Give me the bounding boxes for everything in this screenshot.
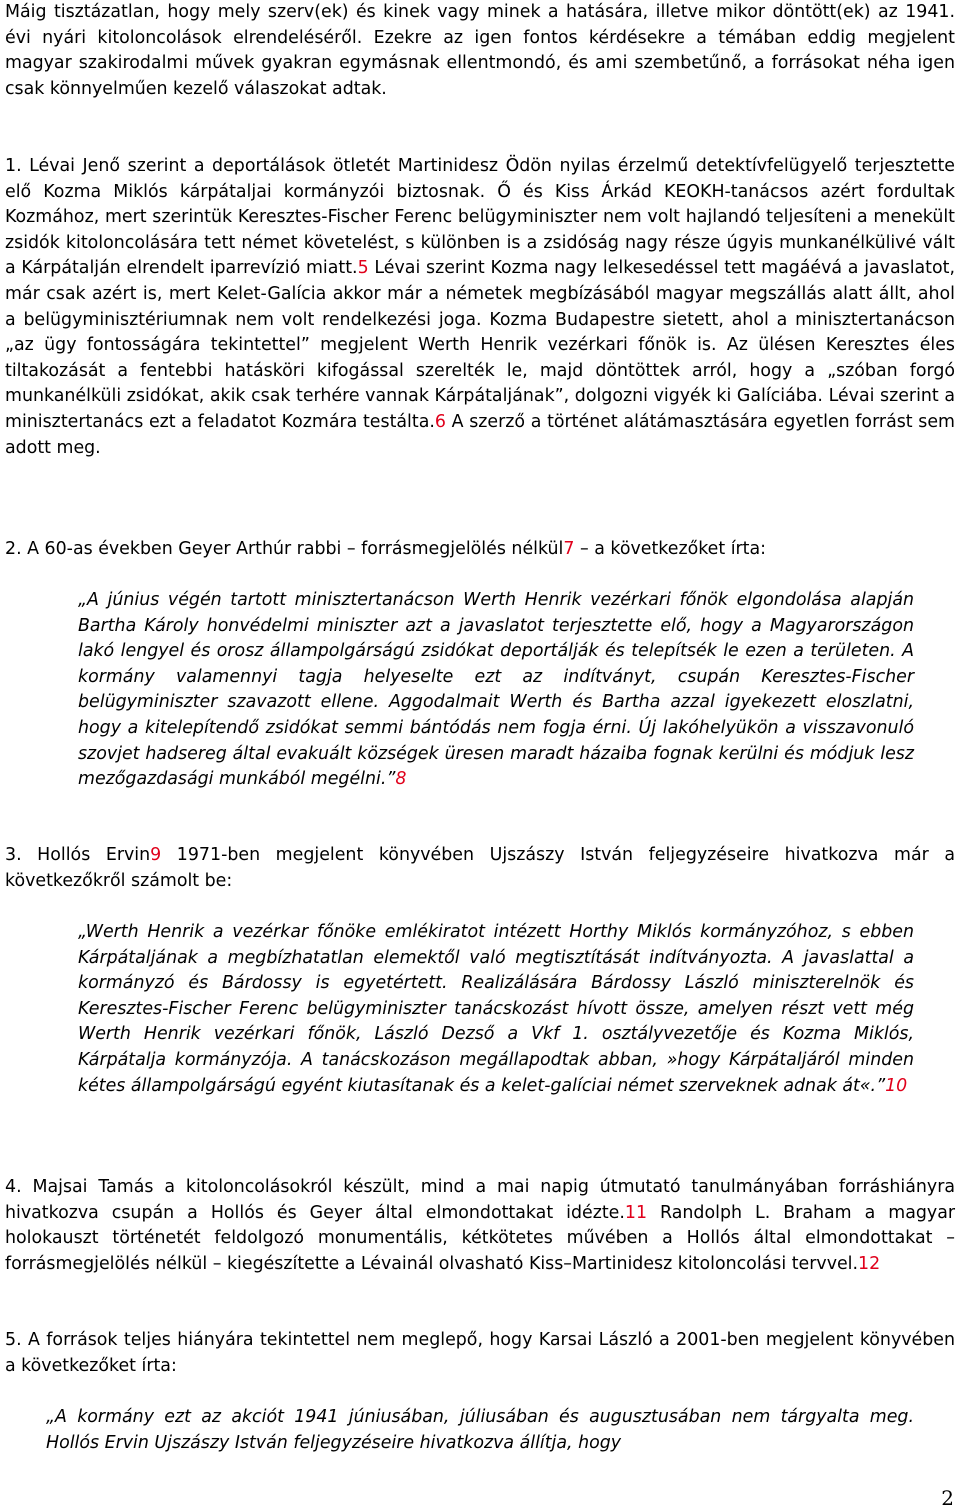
paragraph-4-majsai	[5, 1175, 955, 1277]
quote-hollos	[78, 920, 914, 1099]
paragraph-3-text-a: 3. Hollós Ervin	[5, 845, 151, 865]
footnote-ref-12[interactable]: 12	[858, 1253, 881, 1274]
footnote-ref-7[interactable]: 7	[563, 539, 575, 559]
paragraph-1-text-a: 1. Lévai Jenő szerint a deportálások ötletét Martinidesz Ödön nyilas érzelmű detektívfelügyelő terjesztette elő Kozma Miklós kárpátaljai kormányzói biztosnak. Ő és Kiss Árkád KEOKH-tanácsos azért fordultak Kozmához, mert szerintük Keresztes-Fischer Ferenc belügyminiszter nem volt hajlandó teljesíteni a menekült zsidók kitoloncolására tett német követelést, s különben is a zsidóság nagy része úgyis munkanélkülivé vált a Kárpátalján elrendelt iparrevízió miatt.	[5, 156, 955, 279]
paragraph-4-text-a: 4. Majsai Tamás a kitoloncolásokról készült, mind a mai napig útmutató tanulmányában forráshiányra hivatkozva csupán a Hollós és Geyer által elmondottakat idézte.	[5, 1177, 955, 1223]
footnote-ref-10[interactable]: 10	[885, 1075, 908, 1096]
footnote-ref-8[interactable]: 8	[395, 769, 407, 790]
quote-geyer	[78, 588, 914, 793]
paragraph-1-text-b: Lévai szerint Kozma nagy lelkesedéssel tett magáévá a javaslatot, már csak azért is, mert Kelet-Galícia akkor már a németek megbízásából magyar megszállás alatt állt, ahol a belügyminisztériumnak nem volt rendelkezési joga. Kozma Budapestre sietett, ahol a minisztertanácson „az ügy fontosságára tekintettel” megjelent Werth Henrik vezérkari főnök is. Az ülésen Keresztes éles tiltakozását a fentebbi hatásköri kifogással szerelték le, majd döntöttek arról, hogy a „szóban forgó munkanélküli zsidókat, akik csak terhére vannak Kárpátaljának”, dolgozni vigyék ki Galíciába. Lévai szerint a minisztertanács ezt a feladatot Kozmára testálta.	[5, 258, 955, 432]
intro-paragraph: Máig tisztázatlan, hogy mely szerv(ek) és kinek vagy minek a hatására, illetve mikor döntött(ek) az 1941. évi nyári kitoloncolások elrendeléséről. Ezekre az igen fontos kérdésekre a témában eddig megjelent magyar szakirodalmi művek gyakran egymásnak ellentmondó, és ami szembetűnő, a forrásokat néha igen csak könnyelműen kezelő válaszokat adtak.	[5, 2, 955, 99]
paragraph-2-geyer	[5, 537, 955, 563]
paragraph-5-karsai: 5. A források teljes hiányára tekintettel nem meglepő, hogy Karsai László a 2001-ben megjelent könyvében a következőket írta:	[5, 1330, 955, 1376]
footnote-ref-11[interactable]: 11	[624, 1202, 648, 1223]
paragraph-3-text-b: 1971-ben megjelent könyvében Ujszászy István feljegyzéseire hivatkozva már a következőkről számolt be:	[5, 845, 955, 891]
footnote-ref-5[interactable]: 5	[357, 258, 369, 279]
paragraph-1-levai	[5, 154, 955, 461]
quote-hollos-text: „Werth Henrik a vezérkar főnöke emlékiratot intézett Horthy Miklós kormányzóhoz, s ebben Kárpátaljának a megbízhatatlan elemektől való megtisztítását indítványozta. A javaslattal a kormányzó és Bárdossy is egyetértett. Realizálására Bárdossy László miniszterelnök és Keresztes-Fischer Ferenc belügyminiszter tanácskozást hívott össze, amelyen részt vett még Werth Henrik vezérkari főnök, László Dezső a Vkf 1. osztályvezetője és Kozma Miklós, Kárpátalja kormányzója. A tanácskozáson megállapodtak abban, »hogy Kárpátaljáról minden kétes állampolgárságú egyént kiutasítanak és a kelet-galíciai német szerveknek adnak át«.”	[78, 922, 914, 1096]
paragraph-2-text-b: – a következőket írta:	[574, 539, 767, 559]
footnote-ref-6[interactable]: 6	[434, 411, 446, 432]
quote-karsai: „A kormány ezt az akciót 1941 júniusában, júliusában és augusztusában nem tárgyalta meg. Hollós Ervin Ujszászy István feljegyzéseire hivatkozva állítja, hogy	[46, 1407, 914, 1453]
paragraph-4-text-b: Randolph L. Braham a magyar holokauszt történetét feldolgozó monumentális, kétkötetes művében a Hollós által elmondottakat – forrásmegjelölés nélkül – kiegészítette a Lévainál olvasható Kiss–Martinidesz kitoloncolási tervvel.	[5, 1202, 955, 1274]
paragraph-2-text-a: 2. A 60-as években Geyer Arthúr rabbi – forrásmegjelölés nélkül	[5, 539, 564, 559]
paragraph-3-hollos	[5, 843, 955, 894]
quote-geyer-text: „A június végén tartott minisztertanácson Werth Henrik vezérkari főnök elgondolása alapján Bartha Károly honvédelmi miniszter azt a javaslatot terjesztette elő, hogy a Magyarországon lakó lengyel és orosz állampolgárságú zsidókat deportálják és telepítsék le ezen a területen. A kormány valamennyi tagja helyeselte ezt az indítványt, csupán Keresztes-Fischer belügyminiszter szavazott ellene. Aggodalmait Werth és Bartha azzal igyekezett eloszlatni, hogy a kitelepítendő zsidókat semmi bántódás nem fogja érni. Új lakóhelyükön a visszavonuló szovjet hadsereg által evakuált községek üresen maradt házaiba fognak kerülni és módjuk lesz mezőgazdasági munkából megélni.”	[78, 590, 914, 790]
footnote-ref-9[interactable]: 9	[150, 845, 162, 865]
paragraph-1-text-c: A szerző a történet alátámasztására egyetlen forrást sem adott meg.	[5, 411, 955, 458]
page-number: 2	[941, 1486, 954, 1510]
